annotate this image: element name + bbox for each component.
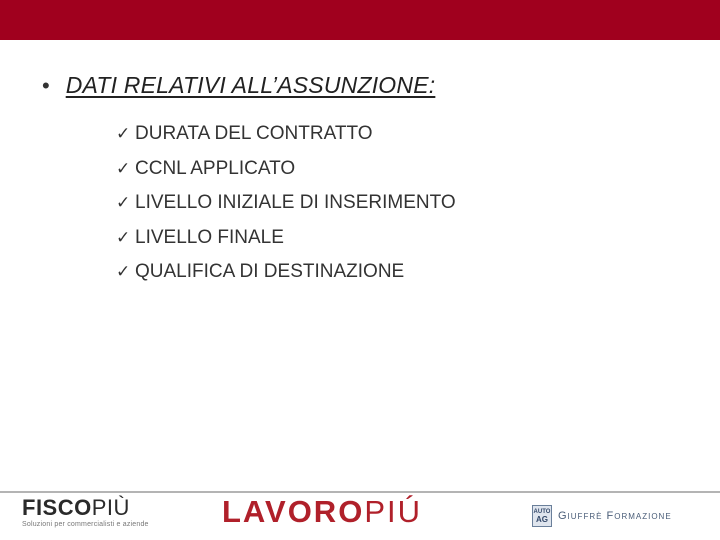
checkmark-icon: ✓: [116, 193, 131, 214]
ag-badge-icon: [532, 505, 552, 527]
ag-badge-label: AG: [536, 514, 548, 524]
list-item-label: LIVELLO INIZIALE DI INSERIMENTO: [135, 192, 456, 214]
lavoropiu-logo: [222, 496, 422, 527]
ag-badge-top: AUTO: [533, 508, 551, 515]
list-item-label: DURATA DEL CONTRATTO: [135, 123, 373, 145]
bullet: •: [42, 73, 50, 98]
checklist: [116, 117, 456, 290]
footer-divider: [0, 491, 720, 493]
giuffre-logo-text: Giuffrè Formazione: [558, 510, 672, 522]
lavoro-logo-bold: LAVORO: [222, 494, 365, 529]
fisco-tagline: Soluzioni per commercialisti e aziende: [22, 521, 149, 528]
lavoro-logo-plain: PIÚ: [364, 494, 422, 529]
fisco-logo-plain: PIÙ: [91, 495, 130, 520]
header-bar: [0, 0, 720, 40]
checkmark-icon: ✓: [116, 227, 131, 248]
list-item: [116, 152, 456, 187]
list-item: [116, 117, 456, 152]
fiscopiu-logo: [22, 497, 149, 528]
list-item-label: LIVELLO FINALE: [135, 226, 284, 248]
list-item: [116, 221, 456, 256]
list-item: [116, 255, 456, 290]
list-item-label: CCNL APPLICATO: [135, 157, 296, 179]
giuffre-formazione-logo: [532, 505, 672, 527]
list-item-label: QUALIFICA DI DESTINAZIONE: [135, 261, 405, 283]
checkmark-icon: ✓: [116, 124, 131, 145]
heading-row: [42, 72, 435, 99]
fisco-logo-bold: FISCO: [22, 495, 92, 520]
checkmark-icon: ✓: [116, 158, 131, 179]
list-item: [116, 186, 456, 221]
slide-heading: DATI RELATIVI ALL’ASSUNZIONE:: [65, 72, 436, 98]
checkmark-icon: ✓: [116, 262, 131, 283]
